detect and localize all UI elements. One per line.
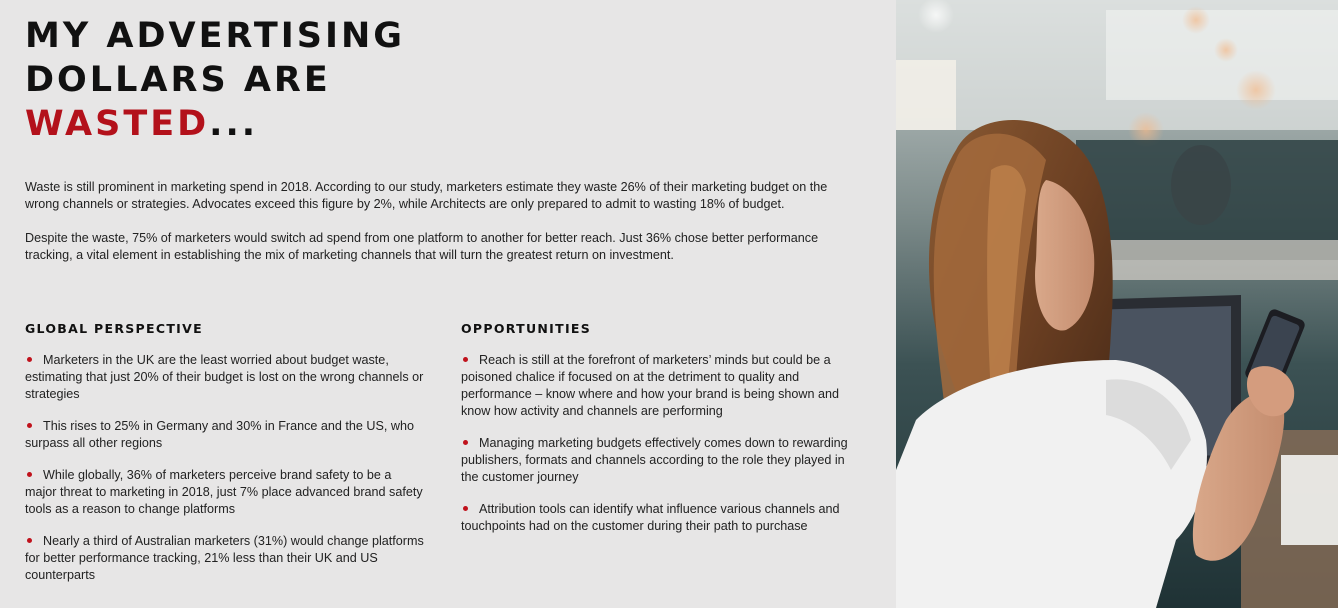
list-item-text: This rises to 25% in Germany and 30% in France and the US, who surpass all other regions [25,419,414,450]
list-item-text: Nearly a third of Australian marketers (31%) would change platforms for better performance tracking, 21% less than their UK and US counterparts [25,534,424,582]
page-title [25,14,405,146]
title-line-3 [25,102,405,146]
opportunities-section [461,320,859,550]
bullet-dot-icon [27,423,32,428]
global-perspective-list [25,352,425,584]
global-perspective-section [25,320,425,599]
bullet-dot-icon [27,472,32,477]
intro-paragraph-1: Waste is still prominent in marketing spend in 2018. According to our study, marketers estimate they waste 26% of their marketing budget on the wrong channels or strategies. Advocates exceed this figure by 2%, while Architects are only prepared to admit to wasting 18% of budget. [25,180,828,211]
intro-text [25,179,855,281]
bullet-dot-icon [27,357,32,362]
title-line-1: MY ADVERTISING [25,16,406,56]
global-perspective-heading: GLOBAL PERSPECTIVE [25,321,203,336]
list-item [25,467,425,518]
woman-using-phone-photo [896,0,1338,608]
title-accent-word: WASTED [25,104,210,144]
bullet-dot-icon [463,357,468,362]
list-item-text: Marketers in the UK are the least worried about budget waste, estimating that just 20% of their budget is lost on the wrong channels or strategies [25,353,424,401]
bullet-dot-icon [463,506,468,511]
title-line-2: DOLLARS ARE [25,60,331,100]
list-item [25,352,425,403]
bullet-dot-icon [27,538,32,543]
opportunities-heading: OPPORTUNITIES [461,321,592,336]
list-item-text: Managing marketing budgets effectively comes down to rewarding publishers, formats and channels according to the role they played in the customer journey [461,436,848,484]
list-item-text: While globally, 36% of marketers perceive brand safety to be a major threat to marketing in 2018, just 7% place advanced brand safety tools as a reason to change platforms [25,468,423,516]
list-item [461,435,859,486]
bullet-dot-icon [463,440,468,445]
list-item [25,418,425,452]
intro-paragraph-2: Despite the waste, 75% of marketers would switch ad spend from one platform to another for better reach. Just 36% chose better performance tracking, a vital element in establishing the mix of marketing channels that will turn the greatest return on investment. [25,231,819,262]
title-ellipsis: ... [209,104,259,144]
photo-illustration [896,0,1338,608]
list-item [25,533,425,584]
opportunities-list [461,352,859,535]
list-item [461,501,859,535]
list-item [461,352,859,420]
list-item-text: Attribution tools can identify what influence various channels and touchpoints had on the customer during their path to purchase [461,502,840,533]
list-item-text: Reach is still at the forefront of marketers’ minds but could be a poisoned chalice if focused on at the detriment to quality and performance – know where and how your brand is being shown and know how activity and channels are performing [461,353,840,418]
